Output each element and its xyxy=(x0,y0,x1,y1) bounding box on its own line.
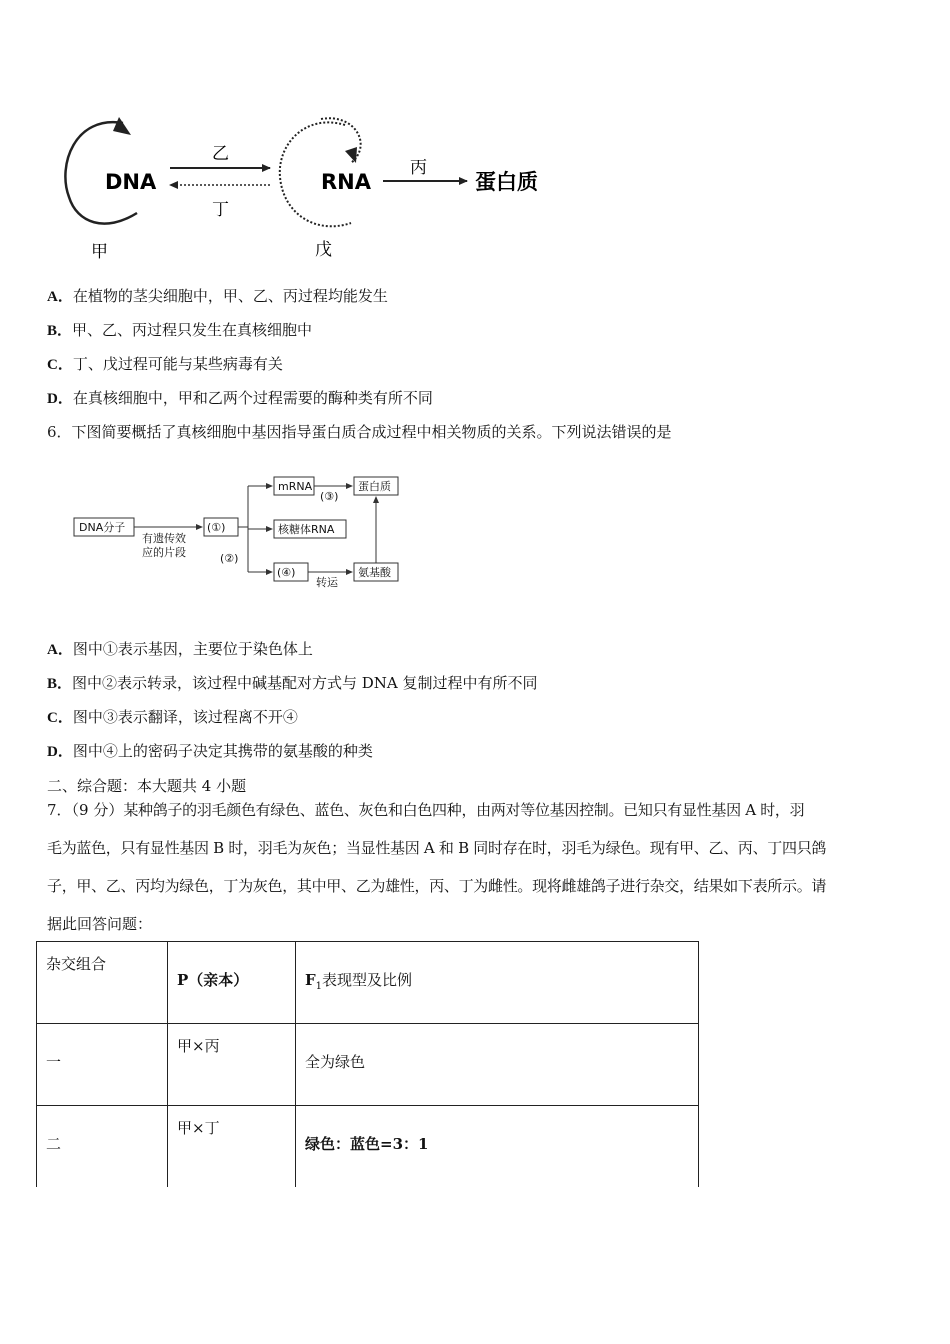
table-header-f1 xyxy=(305,969,412,992)
q5-option-d xyxy=(47,388,433,409)
option-letter: D． xyxy=(47,391,73,407)
central-dogma-diagram xyxy=(55,105,565,265)
table-row-2-group: 二 xyxy=(46,1135,62,1153)
q5-option-c xyxy=(47,354,283,375)
q7-line3: 子，甲、乙、丙均为绿色，丁为灰色，其中甲、乙为雄性，丙、丁为雌性。现将雌雄鸽子进行杂交，结果如下表所示。请 xyxy=(47,877,827,895)
dna-molecule-label: DNA分子 xyxy=(79,521,126,534)
q5-option-b xyxy=(47,320,312,341)
table-row-1-result: 全为绿色 xyxy=(305,1053,366,1071)
yi-label: 乙 xyxy=(212,144,229,164)
q6-option-b xyxy=(47,673,538,694)
table-header-group: 杂交组合 xyxy=(46,955,107,973)
ding-label: 丁 xyxy=(212,200,229,220)
dna-label: DNA xyxy=(105,170,157,194)
option-text: 图中①表示基因，主要位于染色体上 xyxy=(72,640,313,658)
replication-arrowhead xyxy=(113,117,131,135)
question-number: 7． xyxy=(47,801,72,819)
mrna-label: mRNA xyxy=(278,480,313,493)
trna-box-label: (④) xyxy=(277,566,296,579)
question-text-line1: 某种鸽子的羽毛颜色有绿色、蓝色、灰色和白色四种，由两对等位基因控制。已知只有显性基因 A 时，羽 xyxy=(123,801,805,819)
transcription-label: (②) xyxy=(220,552,239,565)
bing-label: 丙 xyxy=(410,158,427,178)
f1-letter: F xyxy=(305,971,316,989)
option-letter: B． xyxy=(47,676,73,692)
q6-stem xyxy=(47,422,672,442)
q6-option-d xyxy=(47,741,373,762)
table-row-2-result: 绿色：蓝色=3：1 xyxy=(305,1135,429,1153)
protein-label: 蛋白质 xyxy=(475,170,538,194)
option-letter: B． xyxy=(47,323,73,339)
option-text: 丁、戊过程可能与某些病毒有关 xyxy=(72,355,283,373)
q6-option-a xyxy=(47,639,313,660)
q7-line2: 毛为蓝色，只有显性基因 B 时，羽毛为灰色；当显性基因 A 和 B 同时存在时，羽毛为绿色。现有甲、乙、丙、丁四只鸽 xyxy=(47,839,827,857)
rna-loop-arrowhead xyxy=(345,147,357,163)
option-text: 甲、乙、丙过程只发生在真核细胞中 xyxy=(72,321,313,339)
table-row-2-parents: 甲×丁 xyxy=(177,1119,220,1137)
option-text: 图中③表示翻译，该过程离不开④ xyxy=(72,708,298,726)
wu-label: 戊 xyxy=(315,240,332,260)
cross-results-table xyxy=(36,941,699,1187)
q7-line1 xyxy=(47,800,909,820)
section-title: 二、综合题：本大题共 4 小题 xyxy=(47,777,247,795)
option-letter: A． xyxy=(47,642,73,658)
question-text: 下图简要概括了真核细胞中基因指导蛋白质合成过程中相关物质的关系。下列说法错误的是 xyxy=(71,423,672,441)
ribosome-rna-label: 核糖体RNA xyxy=(278,523,335,536)
translation-label: (③) xyxy=(320,490,339,503)
q5-option-a xyxy=(47,286,388,307)
question-number: 6． xyxy=(47,423,72,441)
gene-expression-diagram xyxy=(70,470,410,590)
protein-label: 蛋白质 xyxy=(358,480,391,493)
f1-subscript: 1 xyxy=(315,981,323,992)
rna-label: RNA xyxy=(321,170,371,194)
amino-acid-label: 氨基酸 xyxy=(358,566,391,579)
q7-line4: 据此回答问题： xyxy=(47,915,153,933)
option-text: 图中④上的密码子决定其携带的氨基酸的种类 xyxy=(72,742,373,760)
table-header-parents: P（亲本） xyxy=(177,971,249,989)
option-letter: A． xyxy=(47,289,73,305)
gene-box-label: (①) xyxy=(207,521,226,534)
jia-label: 甲 xyxy=(91,242,108,262)
transport-label: 转运 xyxy=(316,576,338,589)
option-text: 在植物的茎尖细胞中，甲、乙、丙过程均能发生 xyxy=(72,287,388,305)
question-score: （9 分） xyxy=(71,801,124,819)
table-row-1-group: 一 xyxy=(46,1053,62,1071)
genetic-effect-line1: 有遗传效 xyxy=(142,532,186,545)
table-row-1-parents: 甲×丙 xyxy=(177,1037,220,1055)
q6-option-c xyxy=(47,707,298,728)
genetic-effect-line2: 应的片段 xyxy=(142,546,186,559)
option-text: 在真核细胞中，甲和乙两个过程需要的酶种类有所不同 xyxy=(72,389,433,407)
f1-label: 表现型及比例 xyxy=(322,971,413,989)
option-letter: C． xyxy=(47,357,73,373)
option-letter: D． xyxy=(47,744,73,760)
option-text: 图中②表示转录，该过程中碱基配对方式与 DNA 复制过程中有所不同 xyxy=(72,674,538,692)
option-letter: C． xyxy=(47,710,73,726)
